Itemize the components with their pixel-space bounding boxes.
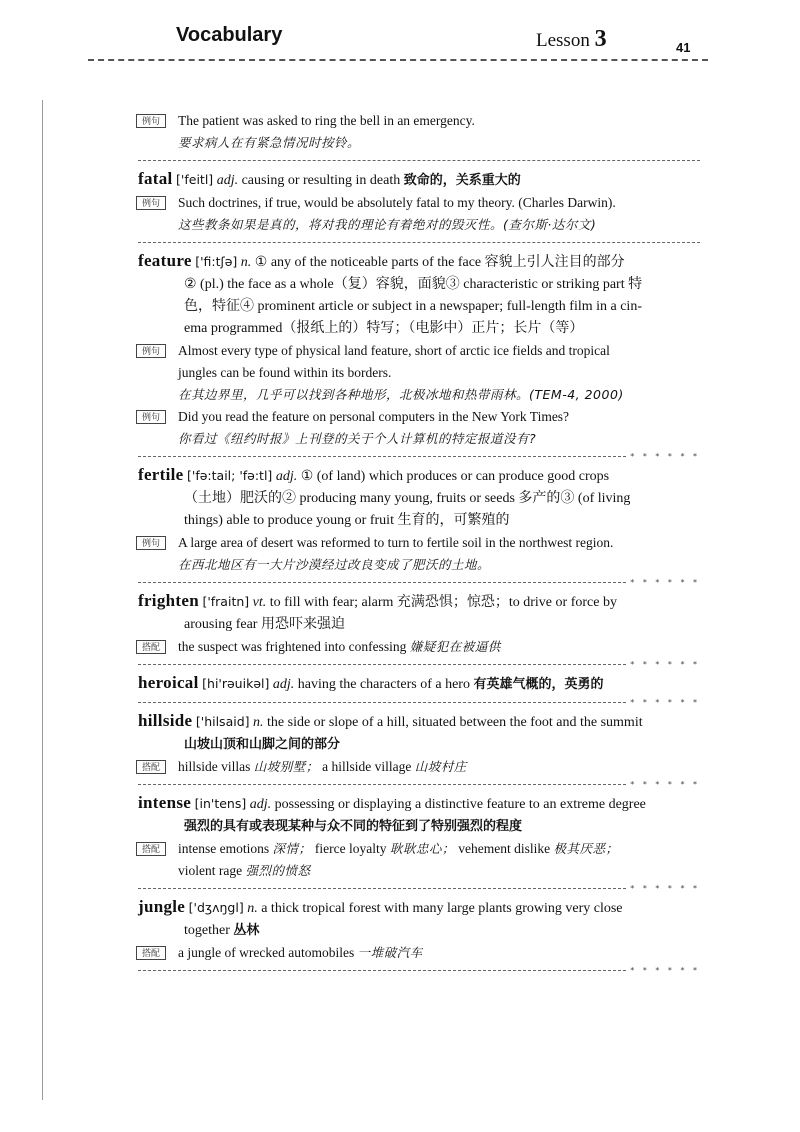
example-english: The patient was asked to ring the bell in an emergency.: [178, 113, 475, 128]
definition-line: ① any of the noticeable parts of the face 容貌上引人注目的部分: [254, 255, 625, 270]
header-rule: [88, 59, 708, 61]
separator-stars: * * * * * *: [630, 779, 700, 789]
part-of-speech: adj.: [249, 797, 272, 812]
separator: [138, 883, 700, 893]
collocation-block: [138, 942, 700, 964]
example-chinese: 这些教条如果是真的，将对我的理论有着绝对的毁灭性。(查尔斯·达尔文): [178, 217, 597, 232]
collocation-tag: 搭配: [136, 640, 166, 654]
collocation-block: [138, 756, 700, 778]
collocation-chinese: 深情；: [272, 841, 312, 856]
definition-line: to fill with fear; alarm 充满恐惧；惊恐；to drive or force by: [269, 595, 617, 610]
example-block: [138, 340, 700, 406]
collocation-chinese: 强烈的愤怒: [245, 863, 311, 878]
headword: fertile: [138, 465, 184, 484]
phonetic: ['fə:tail; 'fə:tl]: [187, 468, 273, 483]
separator-stars: * * * * * *: [630, 697, 700, 707]
phonetic: ['fi:tʃə]: [195, 254, 238, 269]
example-block: [138, 110, 700, 154]
running-head: [0, 22, 800, 62]
collocation-english: a hillside village: [322, 759, 412, 774]
example-block: [138, 192, 700, 236]
headword: jungle: [138, 897, 186, 916]
separator-stars: * * * * * *: [630, 965, 700, 975]
separator: [138, 237, 700, 247]
separator-stars: * * * * * *: [630, 659, 700, 669]
phonetic: ['fraitn]: [202, 594, 250, 609]
part-of-speech: adj.: [216, 173, 239, 188]
lesson-word: Lesson: [536, 30, 590, 51]
page-edge-line: [42, 100, 43, 1100]
phonetic: ['feitl]: [176, 172, 214, 187]
entry-frighten: [138, 590, 700, 658]
collocation-chinese: 极其厌恶；: [553, 841, 619, 856]
vocabulary-list: [138, 110, 700, 978]
collocation-english: the suspect was frightened into confessing: [178, 639, 407, 654]
phonetic: ['hilsaid]: [195, 714, 250, 729]
example-block: [138, 406, 700, 450]
separator: [138, 697, 700, 707]
part-of-speech: adj.: [275, 469, 298, 484]
definition-chinese: 致命的，关系重大的: [403, 173, 521, 188]
separator: [138, 659, 700, 669]
example-tag: 例句: [136, 196, 166, 210]
collocation-tag: 搭配: [136, 946, 166, 960]
headword: intense: [138, 793, 192, 812]
example-tag: 例句: [136, 344, 166, 358]
part-of-speech: n.: [240, 255, 252, 270]
headword: hillside: [138, 711, 193, 730]
phonetic: ['dʒʌŋgl]: [188, 900, 244, 915]
definition: possessing or displaying a distinctive feature to an extreme degree: [274, 797, 646, 812]
collocation-chinese: 山坡别墅；: [253, 759, 319, 774]
definition-chinese: 强烈的具有或表现某种与众不同的特征到了特别强烈的程度: [184, 819, 523, 834]
headword: frighten: [138, 591, 199, 610]
collocation-english: intense emotions: [178, 841, 270, 856]
example-english: Almost every type of physical land feature, short of arctic ice fields and tropical: [178, 343, 610, 358]
example-chinese: 在其边界里，几乎可以找到各种地形，北极冰地和热带雨林。(TEM-4, 2000): [178, 387, 624, 402]
entry-fatal: [138, 168, 700, 236]
entry-jungle: [138, 896, 700, 964]
entry-intense: [138, 792, 700, 882]
example-english: A large area of desert was reformed to turn to fertile soil in the northwest region.: [178, 535, 614, 550]
example-english: Did you read the feature on personal computers in the New York Times?: [178, 409, 570, 424]
collocation-tag: 搭配: [136, 842, 166, 856]
entry-feature: [138, 250, 700, 450]
definition-line: ① (of land) which produces or can produce good crops: [300, 469, 610, 484]
example-tag: 例句: [136, 410, 166, 424]
definition: a thick tropical forest with many large plants growing very close: [261, 901, 623, 916]
separator: [138, 577, 700, 587]
collocation-english: hillside villas: [178, 759, 251, 774]
part-of-speech: vt.: [252, 595, 267, 610]
collocation-block: [138, 838, 700, 882]
definition-line: 色，特征④ prominent article or subject in a newspaper; full-length film in a cin-: [184, 299, 642, 314]
collocation-chinese: 嫌疑犯在被逼供: [409, 639, 501, 654]
part-of-speech: n.: [253, 715, 264, 730]
definition-chinese: 丛林: [233, 923, 260, 938]
example-english: jungles can be found within its borders.: [178, 365, 392, 380]
definition-line: things) able to produce young or fruit 生育的，可繁殖的: [184, 513, 510, 528]
entry-fertile: [138, 464, 700, 576]
example-chinese: 要求病人在有紧急情况时按铃。: [178, 135, 361, 150]
collocation-english: a jungle of wrecked automobiles: [178, 945, 355, 960]
separator: [138, 965, 700, 975]
example-english: Such doctrines, if true, would be absolutely fatal to my theory. (Charles Darwin).: [178, 195, 616, 210]
separator-stars: * * * * * *: [630, 577, 700, 587]
headword: feature: [138, 251, 192, 270]
example-chinese: 你看过《纽约时报》上刊登的关于个人计算机的特定报道没有?: [178, 431, 537, 446]
definition-chinese: 山坡山顶和山脚之间的部分: [184, 737, 341, 752]
part-of-speech: adj.: [272, 677, 295, 692]
lesson-label: [536, 26, 607, 53]
collocation-chinese: 山坡村庄: [414, 759, 467, 774]
separator: [138, 779, 700, 789]
section-title: Vocabulary: [176, 24, 283, 46]
example-block: [138, 532, 700, 576]
definition: having the characters of a hero: [297, 677, 470, 692]
separator-stars: * * * * * *: [630, 451, 700, 461]
example-tag: 例句: [136, 536, 166, 550]
separator-stars: * * * * * *: [630, 883, 700, 893]
entry-hillside: [138, 710, 700, 778]
definition-chinese: 有英雄气概的，英勇的: [473, 677, 604, 692]
collocation-chinese: 一堆破汽车: [357, 945, 423, 960]
headword: fatal: [138, 169, 173, 188]
headword: heroical: [138, 673, 199, 692]
definition: causing or resulting in death: [241, 173, 401, 188]
definition-line: （土地）肥沃的② producing many young, fruits or seeds 多产的③ (of living: [184, 491, 631, 506]
definition-line: ② (pl.) the face as a whole（复）容貌，面貌③ characteristic or striking part 特: [184, 277, 643, 292]
entry-heroical: [138, 672, 700, 696]
collocation-english: violent rage: [178, 863, 243, 878]
collocation-chinese: 耿耿忠心；: [389, 841, 455, 856]
definition: together: [184, 923, 230, 938]
example-tag: 例句: [136, 114, 166, 128]
separator: [138, 451, 700, 461]
lesson-number: 3: [594, 26, 607, 52]
collocation-tag: 搭配: [136, 760, 166, 774]
definition: the side or slope of a hill, situated between the foot and the summit: [267, 715, 643, 730]
part-of-speech: n.: [247, 901, 258, 916]
collocation-english: vehement dislike: [458, 841, 551, 856]
phonetic: [hi'rəuikəl]: [202, 676, 270, 691]
definition-line: ema programmed（报纸上的）特写；（电影中）正片；长片（等）: [184, 321, 584, 336]
definition-line: arousing fear 用恐吓来强迫: [184, 617, 345, 632]
example-chinese: 在西北地区有一大片沙漠经过改良变成了肥沃的土地。: [178, 557, 491, 572]
collocation-english: fierce loyalty: [314, 841, 387, 856]
page-number: 41: [676, 40, 691, 55]
collocation-block: [138, 636, 700, 658]
phonetic: [in'tens]: [194, 796, 247, 811]
separator: [138, 155, 700, 165]
